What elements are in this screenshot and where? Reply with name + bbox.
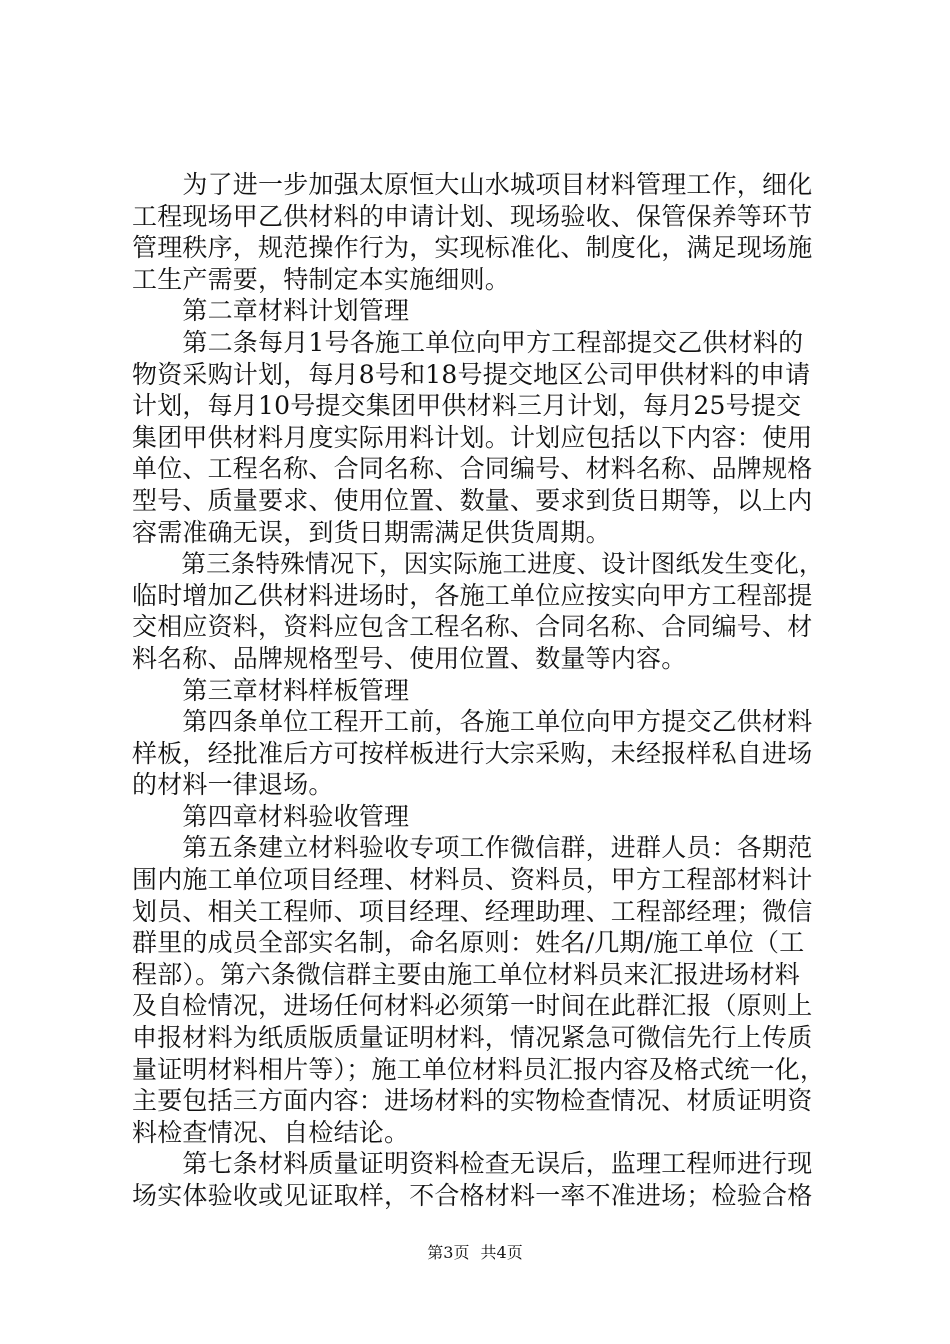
text-line: 料名称、品牌规格型号、使用位置、数量等内容。 xyxy=(132,643,687,673)
chapter-heading: 第二章材料计划管理 xyxy=(132,296,410,326)
text-line: 群里的成员全部实名制，命名原则：姓名/几期/施工单位（工 xyxy=(132,928,805,958)
text-line: 第二条每月1号各施工单位向甲方工程部提交乙供材料的 xyxy=(132,327,804,357)
text-line: 单位、工程名称、合同名称、合同编号、材料名称、品牌规格 xyxy=(132,454,813,484)
chapter-heading: 第四章材料验收管理 xyxy=(132,801,410,831)
document-body xyxy=(132,169,832,1212)
text-line: 主要包括三方面内容：进场材料的实物检查情况、材质证明资 xyxy=(132,1086,813,1116)
text-line: 临时增加乙供材料进场时，各施工单位应按实向甲方工程部提 xyxy=(132,580,813,610)
text-line: 的材料一律退场。 xyxy=(132,770,334,800)
text-line: 第五条建立材料验收专项工作微信群，进群人员：各期范 xyxy=(132,833,813,863)
page-total: 共4页 xyxy=(480,1243,523,1262)
text-line: 样板，经批准后方可按样板进行大宗采购，未经报样私自进场 xyxy=(132,738,813,768)
text-line: 工程现场甲乙供材料的申请计划、现场验收、保管保养等环节 xyxy=(132,201,813,231)
text-line: 程部）。第六条微信群主要由施工单位材料员来汇报进场材料 xyxy=(132,959,800,989)
text-line: 划员、相关工程师、项目经理、经理助理、工程部经理；微信 xyxy=(132,896,813,926)
text-line: 为了进一步加强太原恒大山水城项目材料管理工作，细化 xyxy=(132,170,813,199)
text-line: 管理秩序，规范操作行为，实现标准化、制度化，满足现场施 xyxy=(132,233,813,263)
text-line: 型号、质量要求、使用位置、数量、要求到货日期等，以上内 xyxy=(132,485,813,515)
text-line: 料检查情况、自检结论。 xyxy=(132,1117,410,1147)
text-line: 容需准确无误，到货日期需满足供货周期。 xyxy=(132,517,611,547)
text-line: 交相应资料，资料应包含工程名称、合同名称、合同编号、材 xyxy=(132,612,813,642)
text-line: 第七条材料质量证明资料检查无误后，监理工程师进行现 xyxy=(132,1149,813,1179)
text-line: 及自检情况，进场任何材料必须第一时间在此群汇报（原则上 xyxy=(132,991,813,1021)
page-number: 第3页 xyxy=(427,1243,470,1262)
text-line: 第三条特殊情况下，因实际施工进度、设计图纸发生变化， xyxy=(132,549,824,579)
text-line: 围内施工单位项目经理、材料员、资料员，甲方工程部材料计 xyxy=(132,865,813,895)
text-line: 第四条单位工程开工前，各施工单位向甲方提交乙供材料 xyxy=(132,707,813,737)
chapter-heading: 第三章材料样板管理 xyxy=(132,675,410,705)
text-line: 场实体验收或见证取样，不合格材料一率不准进场；检验合格 xyxy=(132,1181,813,1210)
text-line: 量证明材料相片等）；施工单位材料员汇报内容及格式统一化， xyxy=(132,1054,826,1084)
text-line: 申报材料为纸质版质量证明材料，情况紧急可微信先行上传质 xyxy=(132,1023,813,1053)
text-line: 计划，每月10号提交集团甲供材料三月计划，每月25号提交 xyxy=(132,391,802,421)
page-footer xyxy=(0,1242,950,1264)
text-line: 工生产需要，特制定本实施细则。 xyxy=(132,264,511,294)
text-line: 集团甲供材料月度实际用料计划。计划应包括以下内容：使用 xyxy=(132,422,813,452)
text-line: 物资采购计划，每月8号和18号提交地区公司甲供材料的申请 xyxy=(132,359,811,389)
